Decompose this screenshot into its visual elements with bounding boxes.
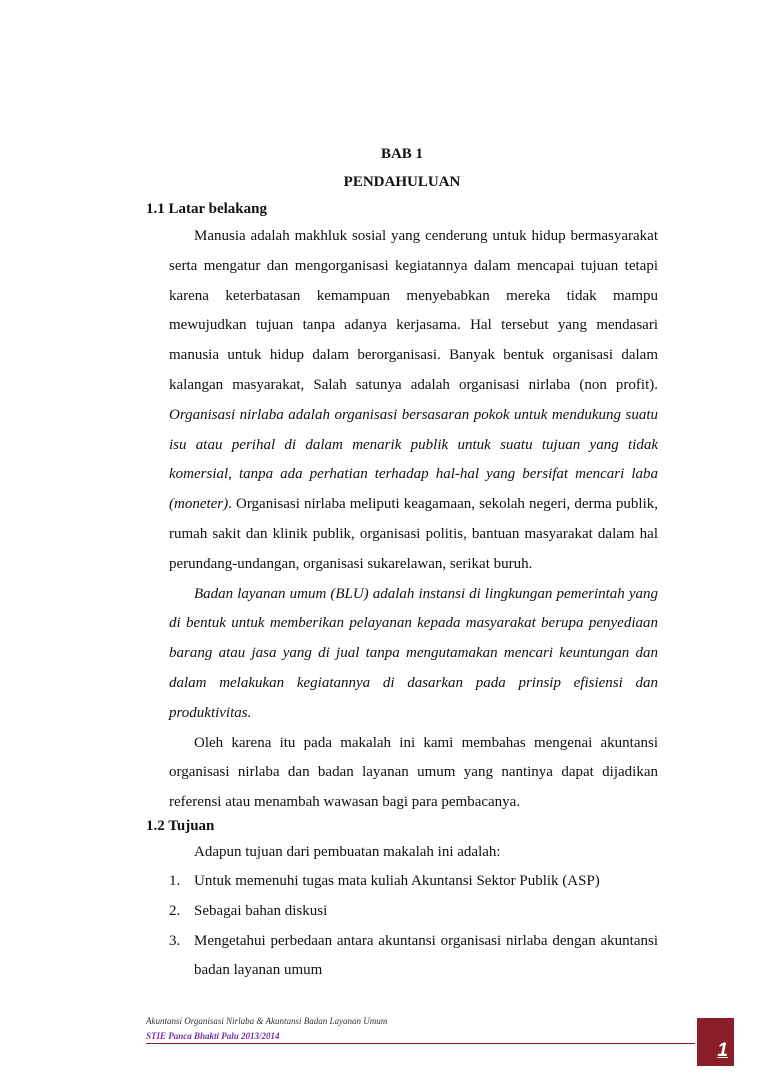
- paragraph-1-start: Manusia adalah makhluk sosial yang cenderung untuk hidup bermasyarakat serta mengatur dan mengorganisasi kegiatannya dalam mencapai tujuan tetapi karena keterbatasan kemampuan menyebabkan mereka tidak mampu mewujudkan tujuan tanpa adanya kerjasama. Hal tersebut yang mendasari manusia untuk hidup dalam berorganisasi. Banyak bentuk organisasi dalam kalangan masyarakat, Salah satunya adalah organisasi nirlaba (non profit).: [169, 228, 658, 393]
- list-item-text: Mengetahui perbedaan antara akuntansi organisasi nirlaba dengan akuntansi badan layanan umum: [194, 932, 658, 979]
- footer-document-title: Akuntansi Organisasi Nirlaba & Akuntansi Badan Layanan Umum: [146, 1016, 388, 1026]
- list-item-number: 3.: [169, 932, 181, 949]
- section-body-tujuan: [169, 838, 658, 868]
- list-item-text: Untuk memenuhi tugas mata kuliah Akuntansi Sektor Publik (ASP): [194, 873, 600, 889]
- page-number: 1: [717, 1040, 728, 1061]
- paragraph-1-end: . Organisasi nirlaba meliputi keagamaan, sekolah negeri, derma publik, rumah sakit dan klinik publik, organisasi politis, bantuan masyarakat dalam hal perundang-undangan, organisasi sukarelawan, serikat buruh.: [169, 496, 658, 572]
- list-item-number: 1.: [169, 873, 181, 889]
- list-item: [169, 927, 658, 987]
- paragraph-1: [169, 222, 658, 580]
- paragraph-1-italic: Organisasi nirlaba adalah organisasi bersasaran pokok untuk mendukung suatu isu atau perihal di dalam menarik publik untuk suatu tujuan yang tidak komersial, tanpa ada perhatian terhadap hal-hal yang bersifat mencari laba (moneter): [169, 406, 658, 513]
- chapter-number: BAB 1: [380, 146, 424, 162]
- list-item: [169, 867, 658, 897]
- tujuan-list: [169, 867, 658, 986]
- section-body-latar-belakang: [169, 222, 658, 818]
- page-number-badge: [697, 1018, 734, 1066]
- section-heading-tujuan: 1.2 Tujuan: [146, 818, 215, 834]
- footer-school-name: STIE Panca Bhakti Palu 2013/2014: [146, 1031, 280, 1041]
- footer-divider: [146, 1043, 695, 1044]
- list-item-number: 2.: [169, 902, 181, 919]
- list-item: [169, 897, 658, 927]
- paragraph-2: Badan layanan umum (BLU) adalah instansi di lingkungan pemerintah yang di bentuk untuk memberikan pelayanan kepada masyarakat berupa penyediaan barang atau jasa yang di jual tanpa mengutamakan mencari keuntungan dan dalam melakukan kegiatannya di dasarkan pada prinsip efisiensi dan produktivitas.: [169, 585, 658, 721]
- chapter-title: PENDAHULUAN: [343, 174, 461, 190]
- section-heading-latar-belakang: 1.1 Latar belakang: [146, 201, 267, 217]
- tujuan-intro: Adapun tujuan dari pembuatan makalah ini adalah:: [194, 844, 501, 860]
- paragraph-3: Oleh karena itu pada makalah ini kami membahas mengenai akuntansi organisasi nirlaba dan badan layanan umum yang nantinya dapat dijadikan referensi atau menambah wawasan bagi para pembacanya.: [169, 734, 658, 811]
- list-item-text: Sebagai bahan diskusi: [194, 902, 328, 919]
